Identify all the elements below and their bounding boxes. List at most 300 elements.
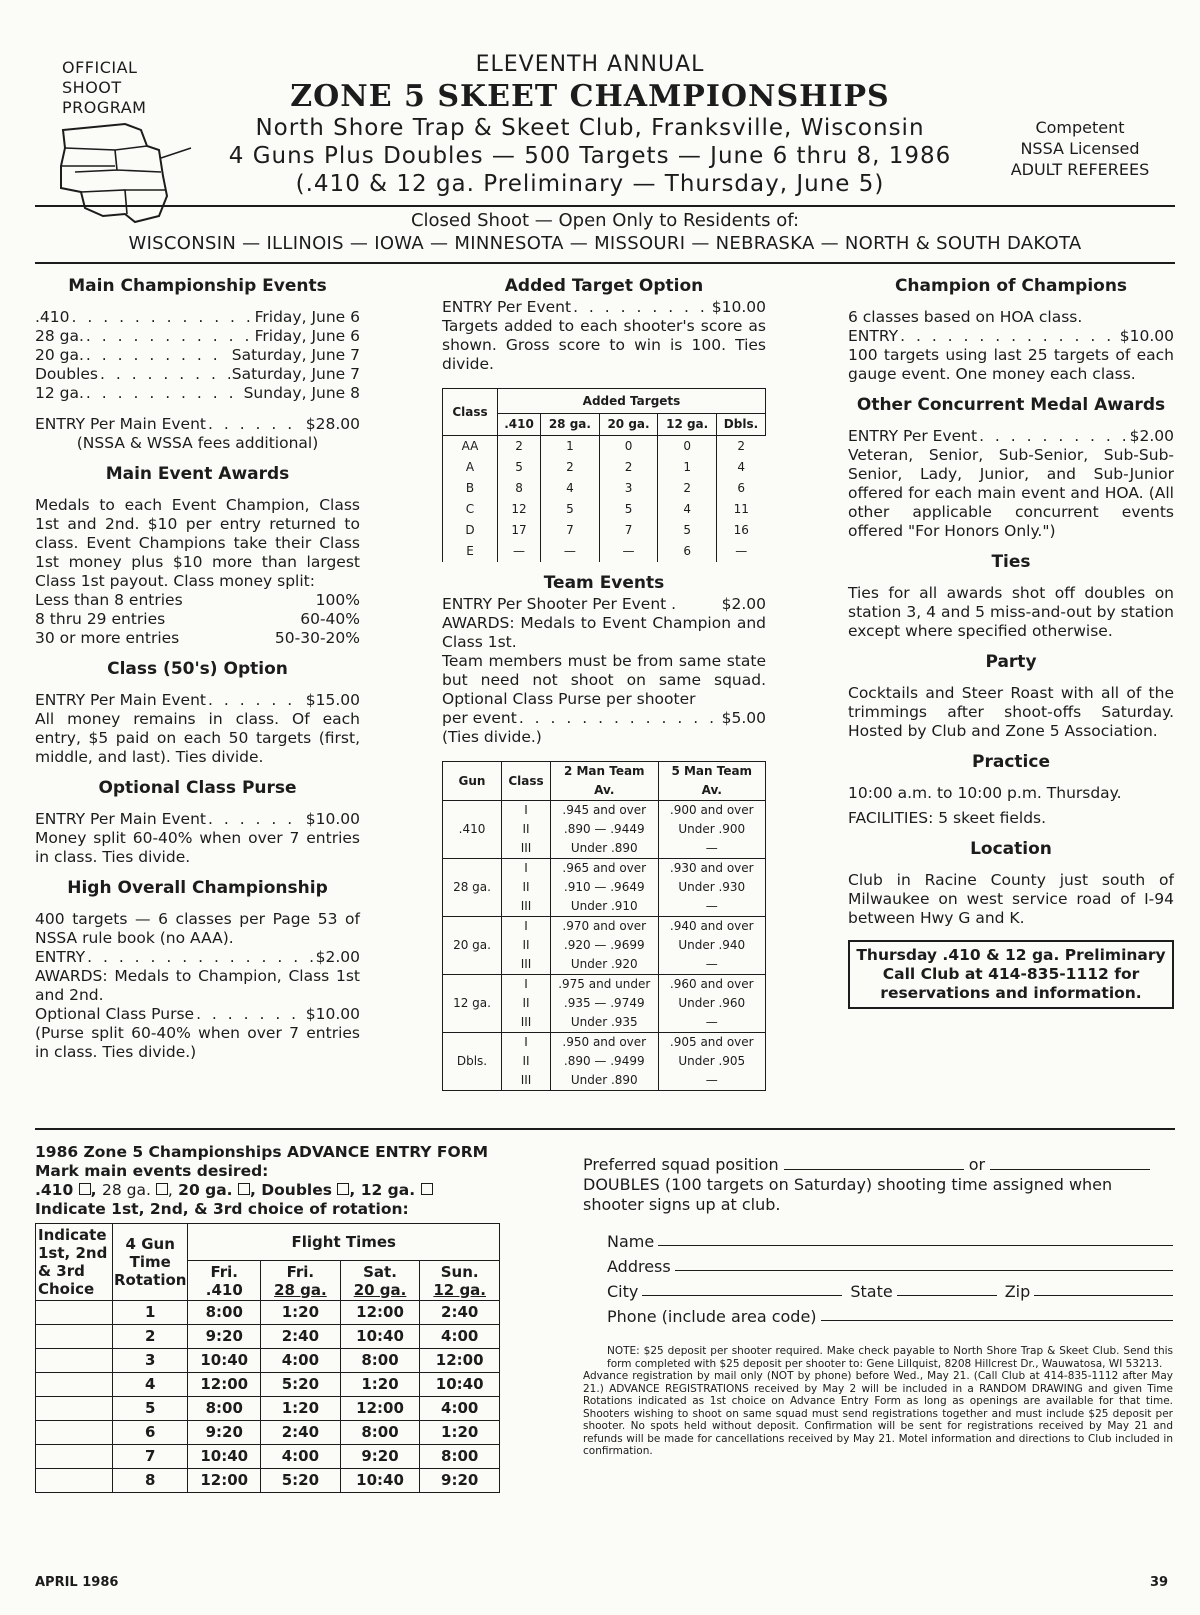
- table-cell: 7: [541, 520, 600, 541]
- cell-line: I: [524, 977, 528, 991]
- event-option-label: 28 ga.: [101, 1181, 151, 1199]
- stacked-cell: [551, 859, 659, 917]
- added-entry-row: [442, 298, 766, 317]
- event-row: [35, 365, 360, 384]
- table-row: [443, 859, 766, 917]
- state-field[interactable]: [897, 1279, 997, 1296]
- cell-line: Under .890: [570, 841, 638, 855]
- class-option-title: Class (50's) Option: [107, 659, 288, 679]
- gun-cell: 20 ga.: [443, 917, 502, 975]
- table-cell: 5: [599, 499, 658, 520]
- hoa-title: High Overall Championship: [67, 878, 328, 898]
- ties-text: Ties for all awards shot off doubles on station 3, 4 and 5 miss-and-out by station except where specified otherwise.: [848, 584, 1174, 640]
- table-cell: 8: [113, 1469, 188, 1493]
- name-field[interactable]: [658, 1229, 1173, 1246]
- table-cell: —: [599, 541, 658, 562]
- split-value: 60-40%: [300, 610, 360, 628]
- city-row: [607, 1279, 1173, 1304]
- cell-line: Under .930: [678, 880, 746, 894]
- practice-title: Practice: [972, 752, 1050, 772]
- phone-label: Phone (include area code): [607, 1307, 817, 1326]
- column-left: [35, 277, 360, 1062]
- choice-input-cell[interactable]: [36, 1421, 113, 1445]
- entry-value: $2.00: [721, 595, 766, 613]
- table-header: Added Targets: [498, 389, 766, 414]
- awards-text: Medals to each Event Champion, Class 1st and 2nd. $10 per entry returned to class. Event Champions take their Class 1st money plus $10 more than largest Class 1st payout. Class money split:: [35, 496, 360, 590]
- squad-alt-field[interactable]: [990, 1153, 1150, 1170]
- cell-line: .950 and over: [562, 1035, 647, 1049]
- table-cell: 6: [716, 478, 765, 499]
- cell-line: .900 and over: [669, 803, 754, 817]
- location-title: Location: [970, 839, 1052, 859]
- table-cell: 5: [658, 520, 717, 541]
- coc-entry-row: [848, 327, 1174, 346]
- squad-row: [583, 1153, 1173, 1175]
- added-targets-body: [443, 436, 766, 563]
- entry-value: $10.00: [1119, 327, 1174, 345]
- cell-line: II: [522, 880, 530, 894]
- team-averages-body: [443, 801, 766, 1091]
- day-label: Fri.: [210, 1262, 239, 1281]
- divider: [35, 205, 1175, 207]
- event-option-label: Doubles: [261, 1181, 332, 1199]
- table-row: [443, 478, 766, 499]
- table-row: [443, 801, 766, 859]
- entry-label: ENTRY Per Event: [848, 427, 978, 445]
- hoa-purse-row: [35, 1005, 360, 1024]
- choice-input-cell[interactable]: [36, 1325, 113, 1349]
- cell-line: .910 — .9649: [563, 880, 645, 894]
- coc-text2: 100 targets using last 25 targets of each gauge event. One money each class.: [848, 346, 1174, 383]
- day-label: Sun.: [440, 1262, 479, 1281]
- event-gauge: 28 ga.: [35, 327, 84, 345]
- added-target-text: Targets added to each shooter's score as shown. Gross score to win is 100. Ties divide.: [442, 317, 766, 373]
- table-row: [443, 541, 766, 562]
- table-row: [36, 1373, 500, 1397]
- table-row: [443, 499, 766, 520]
- cell-line: .960 and over: [669, 977, 754, 991]
- phone-field[interactable]: [821, 1304, 1173, 1321]
- or-label: or: [968, 1155, 986, 1174]
- column-middle: [442, 277, 766, 1091]
- table-cell: 8:00: [420, 1445, 500, 1469]
- table-cell: 11: [716, 499, 765, 520]
- official-line: PROGRAM: [62, 98, 147, 117]
- entry-value: $28.00: [305, 415, 360, 433]
- doubles-note: DOUBLES (100 targets on Saturday) shooting time assigned when shooter signs up at club.: [583, 1175, 1113, 1214]
- table-header: [420, 1261, 500, 1301]
- table-cell: 2: [498, 436, 541, 458]
- table-cell: 1: [658, 457, 717, 478]
- deposit-note: NOTE: $25 deposit per shooter required. Make check payable to North Shore Trap & Skeet Club. Send this form completed with $25 deposit per shooter to: Gene Lillquist, 8208 Hillcrest Dr., Wauwatosa, WI 53213.: [607, 1345, 1173, 1370]
- hoa-text: 400 targets — 6 classes per Page 53 of NSSA rule book (no AAA).: [35, 910, 360, 947]
- entry-form-left: [35, 1143, 505, 1493]
- purse-text: Money split 60-40% when over 7 entries in class. Ties divide.: [35, 829, 360, 866]
- table-row: [443, 917, 766, 975]
- table-header: 12 ga.: [658, 414, 717, 436]
- event-gauge: .410: [35, 308, 70, 326]
- cell-line: Under .890: [570, 1073, 638, 1087]
- table-row: [443, 975, 766, 1033]
- table-cell: —: [541, 541, 600, 562]
- event-day: Sunday, June 8: [243, 384, 360, 402]
- table-cell: 7: [599, 520, 658, 541]
- cell-line: .930 and over: [669, 861, 754, 875]
- choice-input-cell[interactable]: [36, 1469, 113, 1493]
- table-cell: 2:40: [261, 1325, 341, 1349]
- choice-input-cell[interactable]: [36, 1301, 113, 1325]
- table-header: Class: [443, 389, 498, 436]
- purse-title: Optional Class Purse: [98, 778, 297, 798]
- main-entry-row: [35, 415, 360, 434]
- gun-cell: Dbls.: [443, 1033, 502, 1091]
- table-cell: 4:00: [420, 1325, 500, 1349]
- header-block: [180, 52, 1000, 198]
- checkbox[interactable]: [337, 1183, 349, 1195]
- entry-value: $2.00: [315, 948, 360, 966]
- table-cell: 7: [113, 1445, 188, 1469]
- table-cell: 12:00: [340, 1301, 420, 1325]
- cell-line: I: [524, 803, 528, 817]
- cell-line: —: [705, 1015, 718, 1029]
- referees-line: Competent: [1035, 118, 1125, 137]
- table-header: 4 Gun Time Rotation: [113, 1224, 188, 1301]
- table-cell: 2: [113, 1325, 188, 1349]
- class-option-text: All money remains in class. Of each entry, $5 paid on each 50 targets (first, middle, and last). Ties divide.: [35, 710, 360, 766]
- table-cell: 0: [599, 436, 658, 458]
- divider: [35, 1128, 1175, 1130]
- closed-shoot-note: Closed Shoot — Open Only to Residents of:: [410, 210, 800, 231]
- event-option[interactable]: 28 ga. ,: [101, 1181, 173, 1199]
- stacked-cell: [551, 801, 659, 859]
- table-cell: 4:00: [261, 1349, 341, 1373]
- zip-field[interactable]: [1034, 1279, 1173, 1296]
- stacked-cell: [502, 801, 551, 859]
- stacked-cell: [502, 859, 551, 917]
- event-day: Saturday, June 7: [231, 346, 360, 364]
- gun-label: 28 ga.: [274, 1280, 327, 1299]
- table-header: [261, 1261, 341, 1301]
- header-dates: 4 Guns Plus Doubles — 500 Targets — June 6 thru 8, 1986: [228, 143, 952, 169]
- table-header: [340, 1261, 420, 1301]
- cell-line: I: [524, 861, 528, 875]
- entry-label: ENTRY Per Main Event: [35, 415, 206, 433]
- squad-field[interactable]: [784, 1153, 964, 1170]
- table-cell: 0: [658, 436, 717, 458]
- entry-label: per event: [442, 709, 517, 727]
- table-cell: A: [443, 457, 498, 478]
- coc-title: Champion of Champions: [894, 276, 1128, 296]
- table-cell: 1: [113, 1301, 188, 1325]
- stacked-cell: [502, 1033, 551, 1091]
- entry-value: $10.00: [305, 810, 360, 828]
- header-preliminary: (.410 & 12 ga. Preliminary — Thursday, June 5): [295, 171, 885, 197]
- header-line1: ELEVENTH ANNUAL: [475, 52, 705, 77]
- table-row: [443, 520, 766, 541]
- event-option-label: .410: [35, 1181, 74, 1199]
- gun-label: 20 ga.: [353, 1280, 407, 1299]
- table-cell: 10:40: [340, 1325, 420, 1349]
- table-cell: 10:40: [340, 1469, 420, 1493]
- cell-line: I: [524, 919, 528, 933]
- cell-line: .945 and over: [562, 803, 647, 817]
- cell-line: Under .940: [678, 938, 746, 952]
- event-option[interactable]: .410 ,: [35, 1181, 97, 1199]
- table-header: Flight Times: [188, 1224, 500, 1261]
- gun-label: 12 ga.: [433, 1280, 486, 1299]
- entry-value: $5.00: [721, 709, 766, 727]
- split-value: 50-30-20%: [274, 629, 360, 647]
- state-label: State: [850, 1282, 893, 1301]
- table-cell: —: [716, 541, 765, 562]
- cell-line: Under .960: [678, 996, 746, 1010]
- table-cell: 17: [498, 520, 541, 541]
- stacked-cell: [551, 1033, 659, 1091]
- referees-line: NSSA Licensed: [1020, 139, 1140, 158]
- column-right: [848, 277, 1174, 1009]
- table-cell: AA: [443, 436, 498, 458]
- split-row: [35, 629, 360, 648]
- table-cell: 1:20: [340, 1373, 420, 1397]
- table-cell: E: [443, 541, 498, 562]
- day-label: Fri.: [286, 1262, 315, 1281]
- event-gauge: Doubles: [35, 365, 98, 383]
- table-cell: 9:20: [340, 1445, 420, 1469]
- choice-input-cell[interactable]: [36, 1373, 113, 1397]
- awards-title: Main Event Awards: [105, 464, 290, 484]
- table-cell: 12:00: [340, 1397, 420, 1421]
- cell-line: II: [522, 822, 530, 836]
- split-label: 30 or more entries: [35, 629, 180, 647]
- footer-date: APRIL 1986: [35, 1575, 119, 1590]
- cell-line: II: [522, 1054, 530, 1068]
- table-cell: —: [498, 541, 541, 562]
- divider: [35, 262, 1175, 264]
- event-row: [35, 308, 360, 327]
- stacked-cell: [658, 801, 766, 859]
- entry-label: ENTRY Per Event: [442, 298, 572, 316]
- states-list: WISCONSIN — ILLINOIS — IOWA — MINNESOTA — MISSOURI — NEBRASKA — NORTH & SOUTH DAKOTA: [128, 233, 1082, 254]
- entry-label: ENTRY: [35, 948, 86, 966]
- table-cell: 9:20: [420, 1469, 500, 1493]
- zip-label: Zip: [1004, 1282, 1031, 1301]
- table-cell: 1:20: [261, 1301, 341, 1325]
- medal-awards-text: Veteran, Senior, Sub-Senior, Sub-Sub-Senior, Lady, Junior, and Sub-Junior offered for each main event and HOA. (All other applicable concurrent events offered "For Honors Only."): [848, 446, 1174, 540]
- ties-title: Ties: [991, 552, 1031, 572]
- gun-cell: .410: [443, 801, 502, 859]
- table-header: 2 Man Team Av.: [551, 762, 659, 801]
- table-cell: 12: [498, 499, 541, 520]
- split-row: [35, 591, 360, 610]
- table-cell: 2: [716, 436, 765, 458]
- entry-form-right: [583, 1153, 1173, 1458]
- hoa-purse-note: (Purse split 60-40% when over 7 entries in class. Ties divide.): [35, 1024, 360, 1061]
- entry-value: $2.00: [1129, 427, 1174, 445]
- table-cell: B: [443, 478, 498, 499]
- table-header: [188, 1261, 261, 1301]
- entry-value: $10.00: [711, 298, 766, 316]
- table-cell: 4: [541, 478, 600, 499]
- city-label: City: [607, 1282, 639, 1301]
- table-cell: 10:40: [188, 1445, 261, 1469]
- table-cell: 6: [113, 1421, 188, 1445]
- split-label: 8 thru 29 entries: [35, 610, 166, 628]
- table-cell: 8: [498, 478, 541, 499]
- entry-label: ENTRY Per Main Event: [35, 810, 206, 828]
- class-entry-row: [35, 691, 360, 710]
- event-row: [35, 327, 360, 346]
- table-cell: 2:40: [420, 1301, 500, 1325]
- cell-line: .970 and over: [562, 919, 647, 933]
- table-cell: 5: [498, 457, 541, 478]
- table-cell: 2: [541, 457, 600, 478]
- stacked-cell: [502, 975, 551, 1033]
- team-awards: AWARDS: Medals to Event Champion and Class 1st.: [442, 614, 766, 651]
- form-mark-label: Mark main events desired:: [35, 1162, 269, 1180]
- table-cell: 2: [658, 478, 717, 499]
- cell-line: III: [520, 841, 532, 855]
- table-cell: D: [443, 520, 498, 541]
- table-header: Dbls.: [716, 414, 765, 436]
- table-row: [36, 1325, 500, 1349]
- event-option[interactable]: 20 ga. ,: [178, 1181, 256, 1199]
- table-cell: 10:40: [420, 1373, 500, 1397]
- table-cell: 6: [658, 541, 717, 562]
- team-ties: (Ties divide.): [442, 728, 542, 746]
- table-header: 28 ga.: [541, 414, 600, 436]
- city-field[interactable]: [642, 1279, 842, 1296]
- name-label: Name: [607, 1232, 655, 1251]
- page-number: 39: [1150, 1575, 1169, 1590]
- entry-value: $10.00: [305, 1005, 360, 1023]
- stacked-cell: [658, 975, 766, 1033]
- checkbox[interactable]: [79, 1183, 91, 1195]
- table-cell: 9:20: [188, 1325, 261, 1349]
- checkbox[interactable]: [238, 1183, 250, 1195]
- cell-line: Under .935: [570, 1015, 638, 1029]
- event-gauge: 12 ga.: [35, 384, 84, 402]
- cell-line: Under .900: [678, 822, 746, 836]
- party-text: Cocktails and Steer Roast with all of the trimmings after shoot-offs Saturday. Hosted by Club and Zone 5 Association.: [848, 684, 1174, 740]
- form-event-checkboxes: [35, 1181, 505, 1200]
- purse-entry-row: [35, 810, 360, 829]
- table-row: [36, 1445, 500, 1469]
- entry-value: $15.00: [305, 691, 360, 709]
- choice-input-cell[interactable]: [36, 1445, 113, 1469]
- table-header: 20 ga.: [599, 414, 658, 436]
- gun-cell: 12 ga.: [443, 975, 502, 1033]
- cell-line: .940 and over: [669, 919, 754, 933]
- medal-awards-title: Other Concurrent Medal Awards: [856, 395, 1166, 415]
- table-cell: 4: [113, 1373, 188, 1397]
- gun-label: .410: [205, 1280, 243, 1299]
- official-line: OFFICIAL: [62, 58, 138, 77]
- event-day: Friday, June 6: [254, 308, 360, 326]
- table-row: [36, 1397, 500, 1421]
- table-cell: 1:20: [420, 1421, 500, 1445]
- table-cell: C: [443, 499, 498, 520]
- flight-times-table: [35, 1223, 500, 1493]
- table-cell: 4: [716, 457, 765, 478]
- address-row: [607, 1254, 1173, 1279]
- header-club: North Shore Trap & Skeet Club, Franksville, Wisconsin: [255, 115, 925, 141]
- table-cell: 10:40: [188, 1349, 261, 1373]
- event-row: [35, 384, 360, 403]
- event-option[interactable]: [361, 1181, 433, 1199]
- address-block: [583, 1229, 1173, 1329]
- stacked-cell: [658, 859, 766, 917]
- choice-input-cell[interactable]: [36, 1397, 113, 1421]
- table-cell: 16: [716, 520, 765, 541]
- added-target-title: Added Target Option: [504, 276, 704, 296]
- checkbox[interactable]: [156, 1183, 168, 1195]
- table-cell: 4:00: [420, 1397, 500, 1421]
- table-cell: 8:00: [340, 1349, 420, 1373]
- table-row: [36, 1301, 500, 1325]
- address-label: Address: [607, 1257, 671, 1276]
- cell-line: I: [524, 1035, 528, 1049]
- cell-line: —: [705, 841, 718, 855]
- registration-note: Advance registration by mail only (NOT by phone) before Wed., May 21. (Call Club at 414-835-1112 after May 21.) ADVANCE REGISTRATIONS received by May 2 will be included in a RANDOM DRAWING and given Time Rotations indicated as 1st choice on Advance Entry Form as long as openings are available for that time. Shooters wishing to shoot on same squad must send registrations together and must include $25 deposit per shooter. No spots held without deposit. Confirmation will be sent for registrations received by May 21 and refunds will be made for cancellations received by May 21. Motel information and directions to Club included in confirmation.: [583, 1370, 1173, 1457]
- cell-line: II: [522, 938, 530, 952]
- table-cell: 5:20: [261, 1373, 341, 1397]
- team-entry-row: [442, 595, 766, 614]
- cell-line: .890 — .9449: [563, 822, 645, 836]
- choice-input-cell[interactable]: [36, 1349, 113, 1373]
- event-option[interactable]: Doubles ,: [261, 1181, 356, 1199]
- event-row: [35, 346, 360, 365]
- cell-line: II: [522, 996, 530, 1010]
- day-label: Sat.: [363, 1262, 397, 1281]
- page-title: ZONE 5 SKEET CHAMPIONSHIPS: [290, 79, 890, 114]
- checkbox[interactable]: [421, 1183, 433, 1195]
- event-gauge: 20 ga.: [35, 346, 84, 364]
- event-option-label: 12 ga.: [360, 1181, 416, 1199]
- table-cell: 9:20: [188, 1421, 261, 1445]
- stacked-cell: [658, 917, 766, 975]
- gun-cell: 28 ga.: [443, 859, 502, 917]
- cell-line: .920 — .9699: [563, 938, 645, 952]
- table-header: Indicate 1st, 2nd & 3rd Choice: [36, 1224, 113, 1301]
- table-row: [443, 1033, 766, 1091]
- flight-times-body: [36, 1301, 500, 1493]
- entry-label: ENTRY Per Main Event: [35, 691, 206, 709]
- preliminary-callout-box: Thursday .410 & 12 ga. Preliminary Call Club at 414-835-1112 for reservations and information.: [848, 940, 1174, 1009]
- team-events-title: Team Events: [543, 573, 665, 593]
- table-cell: 5:20: [261, 1469, 341, 1493]
- team-averages-table: [442, 761, 766, 1091]
- cell-line: III: [520, 899, 532, 913]
- table-cell: 12:00: [188, 1373, 261, 1397]
- table-cell: 3: [113, 1349, 188, 1373]
- location-text: Club in Racine County just south of Milwaukee on west service road of I-94 between Hwy G and K.: [848, 871, 1174, 927]
- address-field[interactable]: [675, 1254, 1173, 1271]
- table-header: Gun: [443, 762, 502, 801]
- team-purse-row: [442, 709, 766, 728]
- table-header: Class: [502, 762, 551, 801]
- team-members-text: Team members must be from same state but need not shoot on same squad. Optional Class Purse per shooter: [442, 652, 766, 708]
- cell-line: .965 and over: [562, 861, 647, 875]
- medal-entry-row: [848, 427, 1174, 446]
- cell-line: III: [520, 957, 532, 971]
- squad-label: Preferred squad position: [583, 1155, 779, 1174]
- fees-note: (NSSA & WSSA fees additional): [76, 434, 319, 452]
- stacked-cell: [502, 917, 551, 975]
- split-label: Less than 8 entries: [35, 591, 183, 609]
- table-cell: 4: [658, 499, 717, 520]
- added-targets-table: [442, 388, 766, 562]
- table-cell: 8:00: [340, 1421, 420, 1445]
